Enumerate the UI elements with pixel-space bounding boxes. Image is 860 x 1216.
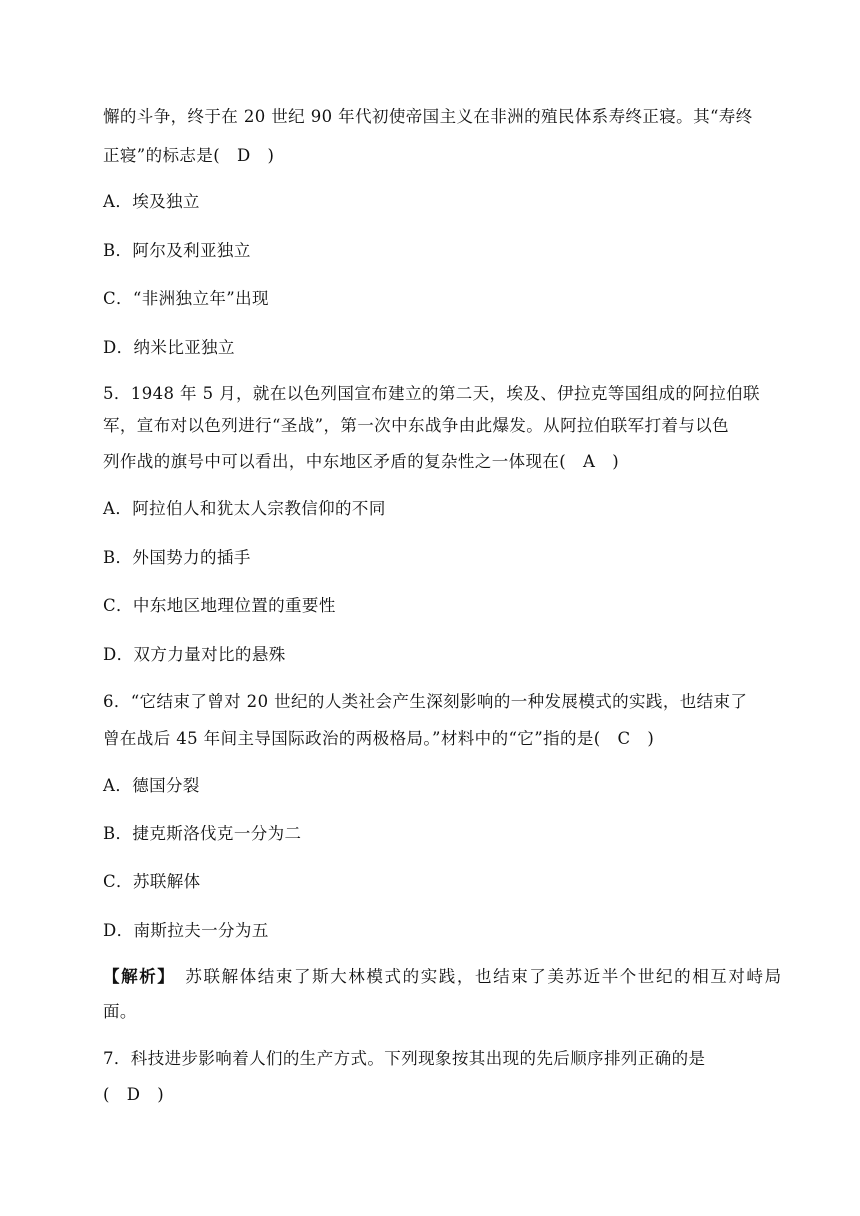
analysis-text: 苏联解体结束了斯大林模式的实践，也结束了美苏近半个世纪的相互对峙局 (185, 967, 783, 986)
analysis-line-1 (103, 965, 783, 989)
q7-stem-line-2: ( D ) (103, 1085, 165, 1104)
q5-option-c: C．中东地区地理位置的重要性 (103, 596, 336, 615)
q7-stem-line-1: 7．科技进步影响着人们的生产方式。下列现象按其出现的先后顺序排列正确的是 (103, 1049, 706, 1068)
q5-stem-line-3: 列作战的旗号中可以看出，中东地区矛盾的复杂性之一体现在( A ) (103, 452, 620, 471)
q6-option-a: A．德国分裂 (103, 776, 200, 795)
q6-option-d: D．南斯拉夫一分为五 (103, 921, 269, 940)
q4-option-d: D．纳米比亚独立 (103, 338, 235, 357)
q5-stem-line-2: 军，宣布对以色列进行“圣战”，第一次中东战争由此爆发。从阿拉伯联军打着与以色 (103, 416, 730, 435)
analysis-tag: 【解析】 (103, 967, 176, 986)
q6-option-c: C．苏联解体 (103, 872, 201, 891)
q4-stem-line-1: 懈的斗争，终于在 20 世纪 90 年代初使帝国主义在非洲的殖民体系寿终正寝。其“寿终 (103, 107, 753, 126)
q5-option-b: B．外国势力的插手 (103, 548, 251, 567)
q6-stem-line-2: 曾在战后 45 年间主导国际政治的两极格局。”材料中的“它”指的是( C ) (103, 729, 655, 748)
q4-option-b: B．阿尔及利亚独立 (103, 241, 251, 260)
q5-option-d: D．双方力量对比的悬殊 (103, 645, 286, 664)
q4-stem-line-2: 正寝”的标志是( D ) (103, 146, 275, 165)
q6-stem-line-1: 6．“它结束了曾对 20 世纪的人类社会产生深刻影响的一种发展模式的实践，也结束了 (103, 692, 748, 711)
q4-option-a: A．埃及独立 (103, 192, 200, 211)
q5-option-a: A．阿拉伯人和犹太人宗教信仰的不同 (103, 499, 386, 518)
q4-option-c: C．“非洲独立年”出现 (103, 289, 269, 308)
q5-stem-line-1: 5．1948 年 5 月，就在以色列国宣布建立的第二天，埃及、伊拉克等国组成的阿拉伯联 (103, 384, 760, 403)
q6-option-b: B．捷克斯洛伐克一分为二 (103, 824, 302, 843)
analysis-line-2: 面。 (103, 1002, 137, 1021)
